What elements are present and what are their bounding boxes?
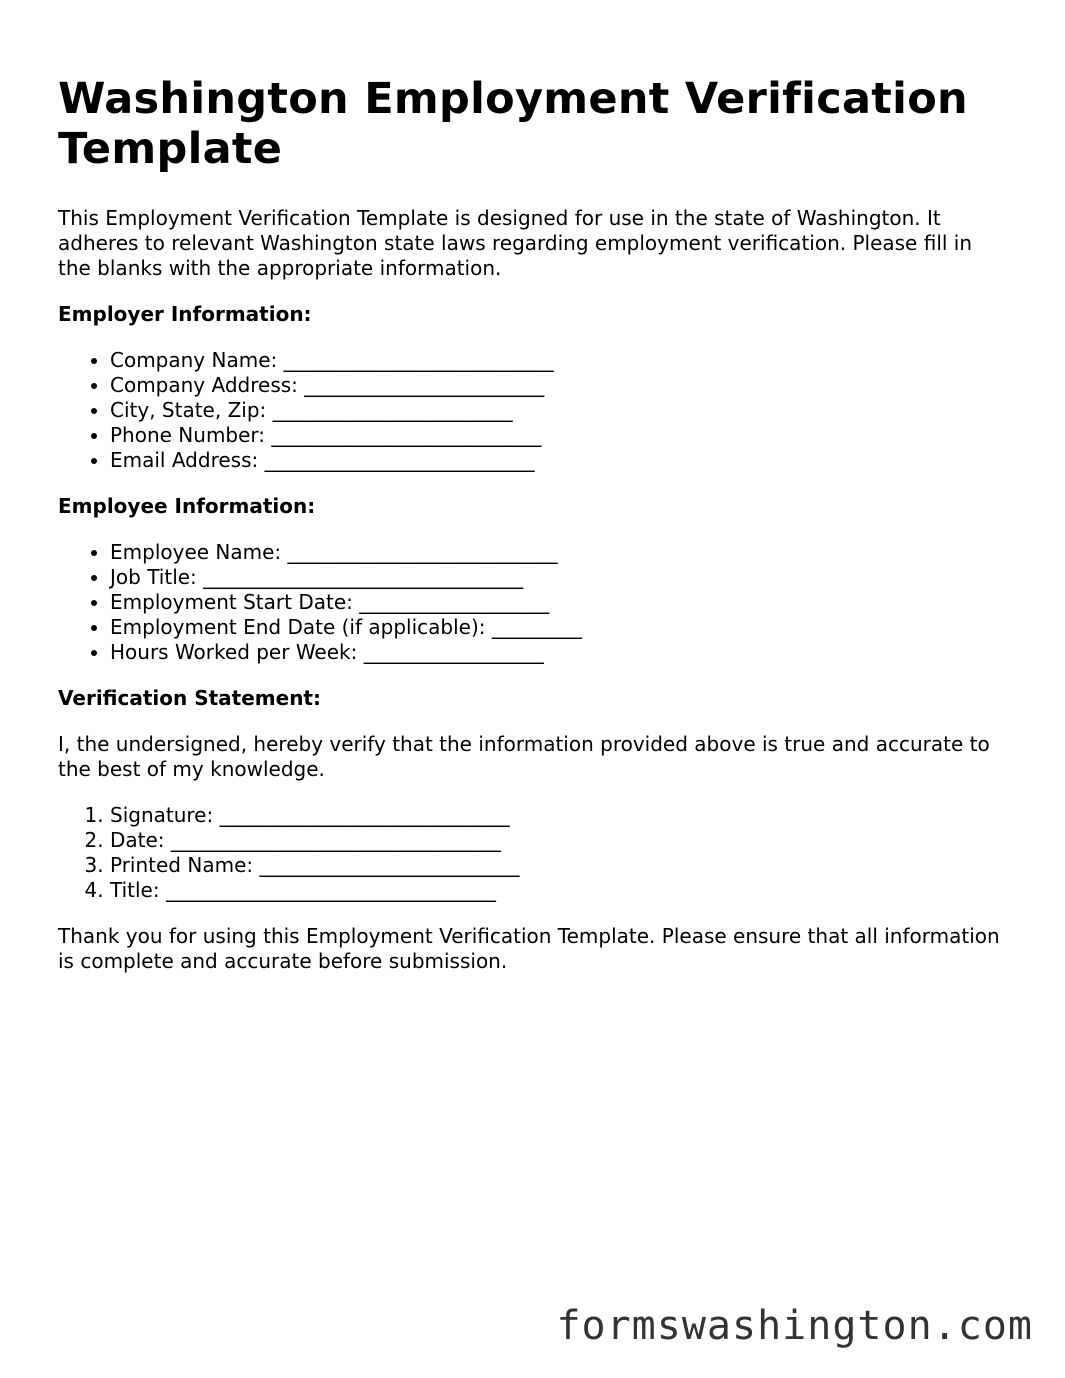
site-watermark: formswashington.com [556, 1303, 1033, 1349]
employer-list [58, 348, 1008, 473]
document-page [58, 74, 1008, 995]
date-field: 2. Date: _________________________________ [110, 828, 1008, 853]
job-title-field: • Job Title: ________________________________ [110, 565, 1008, 590]
employee-name-field: • Employee Name: ___________________________ [110, 540, 1008, 565]
employee-heading: Employee Information: [58, 494, 316, 518]
phone-number-field: • Phone Number: ___________________________ [110, 423, 1008, 448]
email-address-field: • Email Address: ___________________________ [110, 448, 1008, 473]
verification-statement: I, the undersigned, hereby verify that the information provided above is true and accurate to the best of my knowledge. [58, 732, 990, 781]
signature-field: 1. Signature: _____________________________ [110, 803, 1008, 828]
end-date-field: • Employment End Date (if applicable): _________ [110, 615, 1008, 640]
printed-name-field: 3. Printed Name: __________________________ [110, 853, 1008, 878]
verification-list [58, 803, 1008, 903]
title-field: 4. Title: _________________________________ [110, 878, 1008, 903]
employer-heading: Employer Information: [58, 302, 312, 326]
company-address-field: • Company Address: ________________________ [110, 373, 1008, 398]
hours-worked-field: • Hours Worked per Week: __________________ [110, 640, 1008, 665]
closing-paragraph: Thank you for using this Employment Verification Template. Please ensure that all information is complete and accurate before submission. [58, 924, 1000, 973]
employee-list [58, 540, 1008, 665]
city-state-zip-field: • City, State, Zip: ________________________ [110, 398, 1008, 423]
start-date-field: • Employment Start Date: ___________________ [110, 590, 1008, 615]
verification-heading: Verification Statement: [58, 686, 321, 710]
intro-paragraph: This Employment Verification Template is designed for use in the state of Washington. It adheres to relevant Washington state laws regarding employment verification. Please fill in the blanks with the appropriate information. [58, 206, 973, 280]
company-name-field: • Company Name: ___________________________ [110, 348, 1008, 373]
document-title: Washington Employment Verification Template [58, 74, 968, 174]
